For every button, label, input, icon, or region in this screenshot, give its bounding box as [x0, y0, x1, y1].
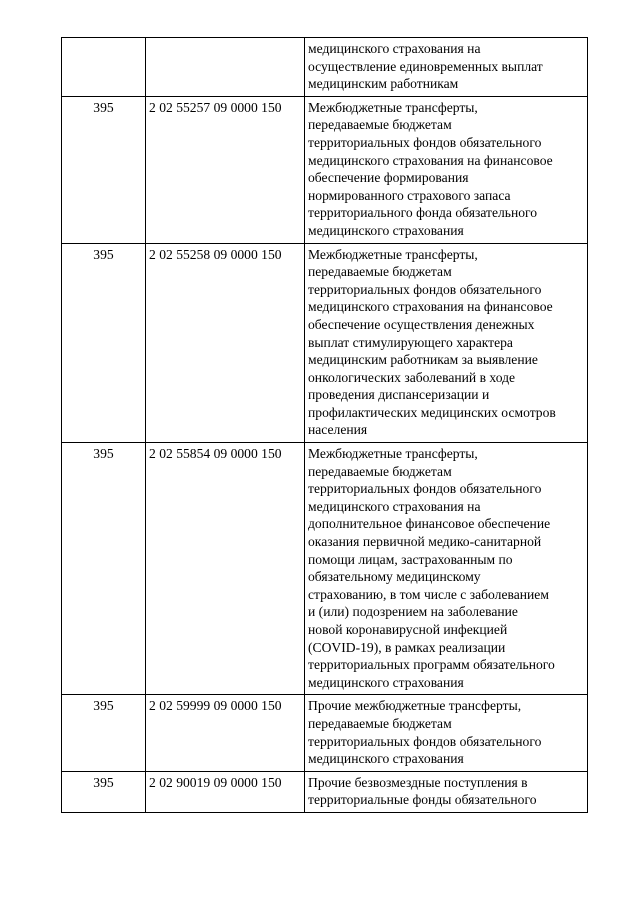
- table-row: [62, 96, 588, 243]
- description-line: населения: [308, 422, 368, 438]
- description-line: передаваемые бюджетам: [308, 117, 452, 133]
- description-line: Межбюджетные трансферты,: [308, 246, 478, 262]
- description-line: медицинского страхования: [308, 751, 464, 767]
- revenue-description-cell: [305, 243, 588, 443]
- description-line: онкологических заболеваний в ходе: [308, 369, 516, 385]
- description-line: осуществление единовременных выплат: [308, 58, 543, 74]
- revenue-description-cell: [305, 96, 588, 243]
- description-line: Прочие межбюджетные трансферты,: [308, 698, 522, 714]
- description-line: передаваемые бюджетам: [308, 264, 452, 280]
- description-line: территориальных программ обязательного: [308, 657, 555, 673]
- description-line: профилактических медицинских осмотров: [308, 404, 556, 420]
- description-line: территориальных фондов обязательного: [308, 481, 542, 497]
- description-line: Прочие безвозмездные поступления в: [308, 774, 528, 790]
- description-line: Межбюджетные трансферты,: [308, 99, 478, 115]
- revenue-description-cell: [305, 771, 588, 812]
- description-line: (COVID-19), в рамках реализации: [308, 639, 506, 655]
- admin-code-cell: 395: [62, 243, 146, 443]
- table-row: [62, 771, 588, 812]
- budget-classification-code-cell: [146, 38, 305, 97]
- admin-code-cell: 395: [62, 695, 146, 771]
- description-line: обеспечение осуществления денежных: [308, 316, 535, 332]
- description-line: проведения диспансеризации и: [308, 387, 490, 403]
- description-line: помощи лицам, застрахованным по: [308, 551, 513, 567]
- budget-codes-table: [61, 37, 588, 813]
- description-line: новой коронавирусной инфекцией: [308, 622, 508, 637]
- description-line: территориальные фонды обязательного: [308, 792, 537, 808]
- description-line: медицинского страхования: [308, 222, 464, 238]
- description-line: нормированного страхового запаса: [308, 187, 511, 203]
- description-line: обязательному медицинскому: [308, 569, 481, 585]
- description-line: медицинским работникам за выявление: [308, 352, 538, 368]
- revenue-description-cell: [305, 38, 588, 97]
- revenue-description-cell: [305, 443, 588, 695]
- description-line: оказания первичной медико-санитарной: [308, 534, 542, 550]
- table-row: [62, 443, 588, 695]
- description-line: обеспечение формирования: [308, 170, 469, 186]
- description-line: медицинского страхования на: [308, 41, 481, 56]
- budget-classification-code-cell: 2 02 55854 09 0000 150: [146, 443, 305, 695]
- budget-classification-code-cell: 2 02 59999 09 0000 150: [146, 695, 305, 771]
- description-line: медицинского страхования на: [308, 498, 481, 514]
- admin-code-cell: [62, 38, 146, 97]
- description-line: выплат стимулирующего характера: [308, 334, 513, 350]
- table-body: [62, 38, 588, 813]
- description-line: дополнительное финансовое обеспечение: [308, 516, 551, 532]
- description-line: территориальных фондов обязательного: [308, 134, 542, 150]
- table-row: [62, 695, 588, 771]
- table-row: [62, 243, 588, 443]
- description-line: территориальных фондов обязательного: [308, 733, 542, 749]
- budget-classification-code-cell: 2 02 90019 09 0000 150: [146, 771, 305, 812]
- admin-code-cell: 395: [62, 96, 146, 243]
- description-line: передаваемые бюджетам: [308, 715, 452, 731]
- budget-classification-code-cell: 2 02 55258 09 0000 150: [146, 243, 305, 443]
- description-line: передаваемые бюджетам: [308, 463, 452, 479]
- description-line: и (или) подозрением на заболевание: [308, 604, 518, 620]
- revenue-description-cell: [305, 695, 588, 771]
- budget-classification-code-cell: 2 02 55257 09 0000 150: [146, 96, 305, 243]
- table-row: [62, 38, 588, 97]
- description-line: Межбюджетные трансферты,: [308, 446, 478, 462]
- description-line: медицинским работникам: [308, 76, 459, 92]
- admin-code-cell: 395: [62, 771, 146, 812]
- description-line: территориальных фондов обязательного: [308, 281, 542, 297]
- description-line: медицинского страхования: [308, 674, 464, 690]
- description-line: медицинского страхования на финансовое: [308, 152, 553, 168]
- admin-code-cell: 395: [62, 443, 146, 695]
- description-line: страхованию, в том числе с заболеванием: [308, 586, 549, 602]
- description-line: территориального фонда обязательного: [308, 205, 538, 221]
- description-line: медицинского страхования на финансовое: [308, 299, 553, 315]
